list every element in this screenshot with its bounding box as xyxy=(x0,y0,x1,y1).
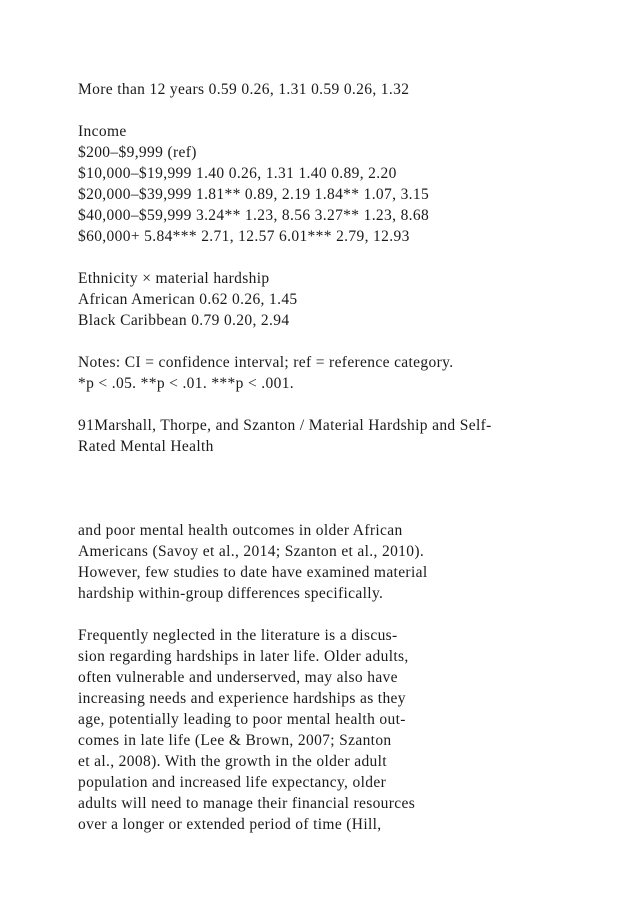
paragraph-line: and poor mental health outcomes in older African xyxy=(78,522,403,539)
table-notes: Notes: CI = confidence interval; ref = reference category. xyxy=(78,354,454,371)
paragraph-line: population and increased life expectancy, older xyxy=(78,774,387,791)
table-section-heading-ethnicity: Ethnicity × material hardship xyxy=(78,270,270,287)
paragraph-line: hardship within-group differences specifically. xyxy=(78,585,384,602)
paragraph-line: often vulnerable and underserved, may also have xyxy=(78,669,398,686)
paragraph-line: However, few studies to date have examined material xyxy=(78,564,428,581)
paragraph-line: adults will need to manage their financial resources xyxy=(78,795,416,812)
running-header: 91Marshall, Thorpe, and Szanton / Material Hardship and Self- xyxy=(78,417,492,434)
table-row: African American 0.62 0.26, 1.45 xyxy=(78,291,298,308)
paragraph-line: increasing needs and experience hardships as they xyxy=(78,690,406,707)
paragraph-line: comes in late life (Lee & Brown, 2007; Szanton xyxy=(78,732,392,749)
paragraph-line: Americans (Savoy et al., 2014; Szanton et al., 2010). xyxy=(78,543,425,560)
table-row: $40,000–$59,999 3.24** 1.23, 8.56 3.27** 1.23, 8.68 xyxy=(78,207,430,224)
table-row-education: More than 12 years 0.59 0.26, 1.31 0.59 0.26, 1.32 xyxy=(78,81,410,98)
running-header: Rated Mental Health xyxy=(78,438,214,455)
paragraph-line: et al., 2008). With the growth in the older adult xyxy=(78,753,387,770)
table-row: Black Caribbean 0.79 0.20, 2.94 xyxy=(78,312,290,329)
table-section-heading-income: Income xyxy=(78,123,127,140)
table-significance-note: *p < .05. **p < .01. ***p < .001. xyxy=(78,375,295,392)
table-row: $60,000+ 5.84*** 2.71, 12.57 6.01*** 2.79, 12.93 xyxy=(78,228,410,245)
paragraph-line: Frequently neglected in the literature is a discus- xyxy=(78,627,398,644)
paragraph-line: over a longer or extended period of time (Hill, xyxy=(78,816,382,833)
paragraph-line: sion regarding hardships in later life. Older adults, xyxy=(78,648,409,665)
table-row: $20,000–$39,999 1.81** 0.89, 2.19 1.84** 1.07, 3.15 xyxy=(78,186,430,203)
table-row: $10,000–$19,999 1.40 0.26, 1.31 1.40 0.89, 2.20 xyxy=(78,165,397,182)
table-row: $200–$9,999 (ref) xyxy=(78,144,197,161)
paragraph-line: age, potentially leading to poor mental health out- xyxy=(78,711,406,728)
